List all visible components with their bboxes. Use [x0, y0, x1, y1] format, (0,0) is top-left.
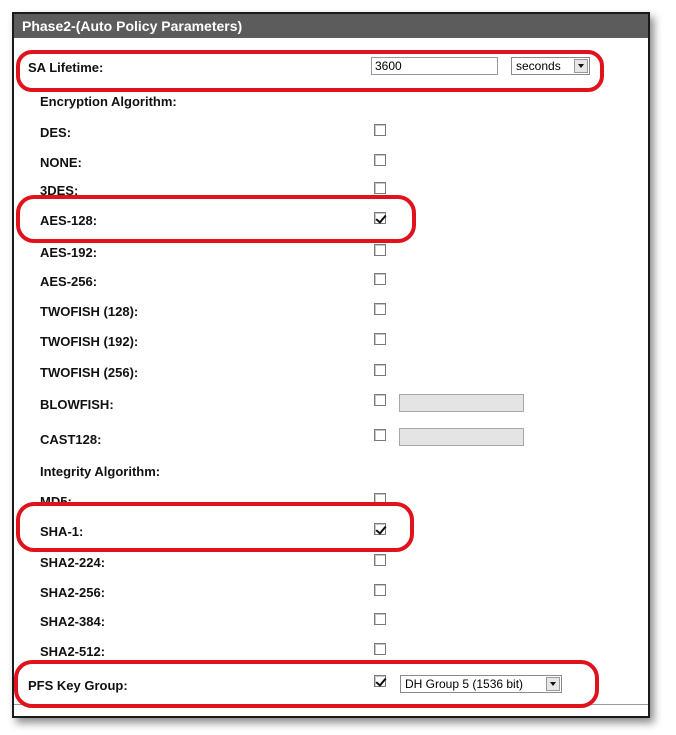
- int-checkbox-sha2-384[interactable]: [374, 613, 386, 625]
- enc-checkbox-twofish-256[interactable]: [374, 364, 386, 376]
- panel-title: Phase2-(Auto Policy Parameters): [14, 14, 648, 38]
- int-label-sha2-256: SHA2-256:: [40, 585, 106, 600]
- int-checkbox-sha2-224[interactable]: [374, 554, 386, 566]
- chevron-down-icon[interactable]: [546, 677, 560, 691]
- int-checkbox-sha2-256[interactable]: [374, 584, 386, 596]
- sa-lifetime-unit-value: seconds: [516, 59, 561, 73]
- enc-checkbox-none[interactable]: [374, 154, 386, 166]
- enc-checkbox-twofish-128[interactable]: [374, 303, 386, 315]
- enc-label-des: DES:: [40, 125, 72, 140]
- enc-label-twofish-128: TWOFISH (128):: [40, 304, 139, 319]
- sa-lifetime-input[interactable]: 3600: [371, 57, 498, 75]
- enc-label-none: NONE:: [40, 155, 82, 170]
- enc-checkbox-blowfish[interactable]: [374, 394, 386, 406]
- enc-checkbox-aes-256[interactable]: [374, 273, 386, 285]
- int-checkbox-md5[interactable]: [374, 493, 386, 505]
- cast128-keysize-input: [399, 428, 524, 446]
- enc-checkbox-des[interactable]: [374, 124, 386, 136]
- pfs-key-group-label: PFS Key Group:: [28, 678, 128, 693]
- int-label-sha2-384: SHA2-384:: [40, 614, 106, 629]
- int-label-sha-1: SHA-1:: [40, 524, 84, 539]
- enc-checkbox-aes-128[interactable]: [374, 212, 386, 224]
- panel-bottom-divider: [14, 704, 648, 705]
- sa-lifetime-unit-select[interactable]: [511, 57, 590, 75]
- int-label-sha2-224: SHA2-224:: [40, 555, 106, 570]
- int-label-md5: MD5:: [40, 494, 72, 509]
- pfs-group-select[interactable]: [400, 675, 562, 693]
- enc-label-twofish-256: TWOFISH (256):: [40, 365, 139, 380]
- enc-label-cast128: CAST128:: [40, 432, 102, 447]
- int-checkbox-sha2-512[interactable]: [374, 643, 386, 655]
- enc-label-aes-192: AES-192:: [40, 245, 98, 260]
- enc-checkbox-twofish-192[interactable]: [374, 333, 386, 345]
- enc-label-aes-256: AES-256:: [40, 274, 98, 289]
- enc-checkbox-3des[interactable]: [374, 182, 386, 194]
- enc-label-blowfish: BLOWFISH:: [40, 397, 114, 412]
- integrity-heading: Integrity Algorithm:: [40, 464, 161, 479]
- sa-lifetime-label: SA Lifetime:: [28, 60, 104, 75]
- chevron-down-icon[interactable]: [574, 59, 588, 73]
- pfs-group-value: DH Group 5 (1536 bit): [405, 677, 524, 691]
- enc-label-aes-128: AES-128:: [40, 213, 98, 228]
- enc-label-3des: 3DES:: [40, 183, 79, 198]
- blowfish-keysize-input: [399, 394, 524, 412]
- phase2-panel: [12, 12, 650, 718]
- int-checkbox-sha-1[interactable]: [374, 523, 386, 535]
- enc-checkbox-cast128[interactable]: [374, 429, 386, 441]
- int-label-sha2-512: SHA2-512:: [40, 644, 106, 659]
- enc-checkbox-aes-192[interactable]: [374, 244, 386, 256]
- pfs-checkbox[interactable]: [374, 675, 386, 687]
- enc-label-twofish-192: TWOFISH (192):: [40, 334, 139, 349]
- encryption-heading: Encryption Algorithm:: [40, 94, 177, 109]
